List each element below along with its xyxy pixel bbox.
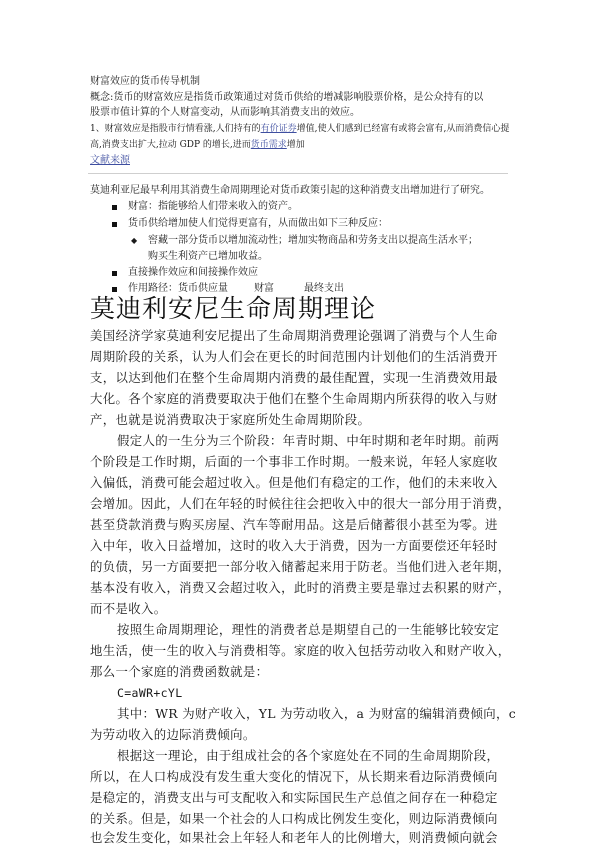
paragraph-line: 入偏低，消费可能会超过收入。但是他们有稳定的工作，他们的未来收入 — [90, 475, 498, 490]
bullet-effects: 直接操作效应和间接操作效应 — [128, 267, 258, 278]
paragraph-line: 甚至贷款消费与购买房屋、汽车等耐用品。这是后储蓄很小甚至为零。进 — [90, 517, 498, 532]
paragraph-line: 的负债，另一方面要把一部分收入储蓄起来用于防老。当他们进入老年期， — [90, 559, 511, 574]
paragraph-line: 地生活，使一生的收入与消费相等。家庭的收入包括劳动收入和财产收入， — [90, 643, 511, 658]
item1-line2-pre: 高,消费支出扩大,拉动 GDP 的增长,进而 — [90, 140, 251, 150]
paragraph-line: 假定人的一生分为三个阶段：年青时期、中年时期和老年时期。前两 — [117, 433, 500, 448]
item1-text-pre: 1、财富效应是指股市行情看涨,人们持有的 — [90, 124, 261, 134]
item1-line-2 — [90, 138, 305, 152]
bullet-square-icon — [112, 222, 117, 227]
item1-line2-post: 增加 — [286, 140, 305, 150]
money-demand-link[interactable]: 货币需求 — [250, 140, 287, 150]
paragraph-line: 支，以达到他们在整个生命周期内消费的最佳配置，实现一生消费效用最 — [90, 370, 498, 385]
bullet-wealth: 财富：指能够给人们带来收入的资产。 — [128, 201, 298, 212]
paragraph-line: 根据这一理论，由于组成社会的各个家庭处在不同的生命周期阶段， — [117, 748, 500, 763]
paragraph-line: 美国经济学家莫迪利安尼提出了生命周期消费理论强调了消费与个人生命 — [90, 328, 498, 343]
bullet-square-icon — [112, 287, 117, 292]
path-step-spending: 最终支出 — [304, 283, 344, 294]
section1-intro: 莫迪利亚尼最早利用其消费生命周期理论对货币政策引起的这种消费支出增加进行了研究。 — [90, 185, 490, 196]
paragraph-line: 入中年，收入日益增加，这时的收入大于消费，因为一方面要偿还年轻时 — [90, 538, 498, 553]
paragraph-line: 其中：WR 为财产收入，YL 为劳动收入，a 为财富的编辑消费倾向，c — [117, 706, 517, 721]
sub-bullet-line-1: 窖藏一部分货币以增加流动性；增加实物商品和劳务支出以提高生活水平； — [148, 235, 478, 246]
paragraph-line: 按照生命周期理论，理性的消费者总是期望自己的一生能够比较安定 — [117, 622, 500, 637]
concept-line-2: 股票市值计算的个人财富变动，从而影响其消费支出的效应。 — [90, 107, 360, 118]
doc-title: 财富效应的货币传导机制 — [90, 76, 200, 87]
concept-line-1: 概念:货币的财富效应是指货币政策通过对货币供给的增减影响股票价格，是公众持有的以 — [90, 92, 484, 103]
item1-text-mid: 增值,使人们感到已经富有或将会富有,从而消费信心提 — [296, 124, 510, 134]
paragraph-line: 也会发生变化，如果社会上年轻人和老年人的比例增大，则消费倾向就会 — [90, 830, 498, 845]
paragraph-line: 那么一个家庭的消费函数就是： — [90, 664, 269, 679]
paragraph-line: 是稳定的，消费支出与可支配收入和实际国民生产总值之间存在一种稳定 — [90, 790, 498, 805]
section-heading: 莫迪利安尼生命周期理论 — [90, 294, 377, 323]
paragraph-line: 的关系。但是，如果一个社会的人口构成比例发生变化，则边际消费倾向 — [90, 811, 498, 826]
source-link[interactable]: 文献来源 — [90, 155, 130, 166]
divider — [88, 173, 508, 174]
path-label: 作用路径：货币供应量 — [128, 283, 228, 294]
paragraph-line: 基本没有收入，消费又会超过收入，此时的消费主要是靠过去积累的财产， — [90, 580, 511, 595]
path-step-wealth: 财富 — [254, 283, 274, 294]
paragraph-line: 大化。各个家庭的消费要取决于他们在整个生命周期内所获得的收入与财 — [90, 391, 498, 406]
bullet-money-supply: 货币供给增加使人们觉得更富有，从而做出如下三种反应： — [128, 218, 388, 229]
paragraph-line: 会增加。因此，人们在年轻的时候往往会把收入中的很大一部分用于消费， — [90, 496, 511, 511]
securities-link[interactable]: 有价证券 — [260, 124, 297, 134]
paragraph-line: 所以，在人口构成没有发生重大变化的情况下，从长期来看边际消费倾向 — [90, 769, 498, 784]
bullet-square-icon — [112, 205, 117, 210]
paragraph-line: 而不是收入。 — [90, 601, 167, 616]
item1-line-1 — [90, 122, 509, 136]
paragraph-line: 个阶段是工作时期，后面的一个事非工作时期。一般来说，年轻人家庭收 — [90, 454, 498, 469]
diamond-bullet-icon: ◆ — [131, 236, 138, 245]
paragraph-line: 周期阶段的关系，认为人们会在更长的时间范围内计划他们的生活消费开 — [90, 349, 498, 364]
consumption-formula: C=aWR+cYL — [117, 686, 183, 700]
paragraph-line: 产，也就是说消费取决于家庭所处生命周期阶段。 — [90, 412, 371, 427]
paragraph-line: 为劳动收入的边际消费倾向。 — [90, 727, 256, 742]
sub-bullet-line-2: 购买生利资产已增加收益。 — [148, 251, 268, 262]
bullet-square-icon — [112, 271, 117, 276]
